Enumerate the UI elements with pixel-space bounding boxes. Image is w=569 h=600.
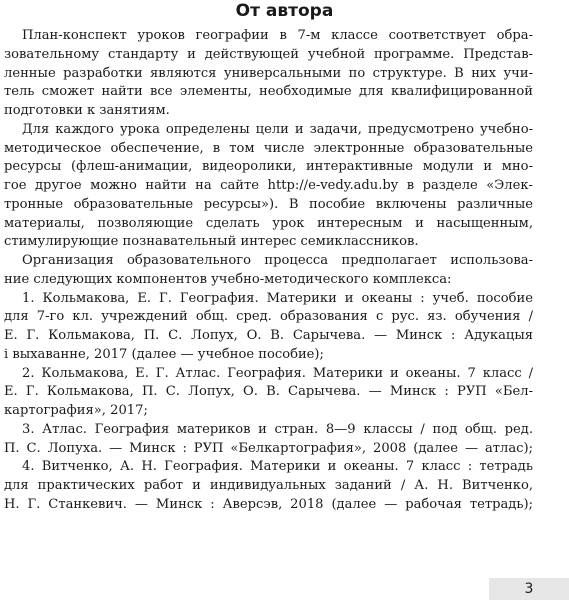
text-line: методическое обеспечение, в том числе электронные образовательные [4, 140, 533, 156]
text-line: тронные образовательные ресурсы»). В пособие включены различные [4, 196, 533, 212]
text-line: Е. Г. Кольмакова, П. С. Лопух, О. В. Сарычева. — Минск : Адукацыя [4, 328, 533, 343]
text-line: подготовки к занятиям. [4, 103, 170, 118]
text-line: Н. Г. Станкевич. — Минск : Аверсэв, 2018 (далее — рабочая тетрадь); [4, 496, 533, 512]
page-number-tab [489, 578, 569, 600]
text-line: і выхаванне, 2017 (далее — учебное пособие); [4, 346, 324, 362]
list-item-3 [4, 421, 533, 459]
body-text [4, 27, 533, 515]
text-line: гое другое можно найти на сайте http://e-vedy.adu.by в разделе «Элек- [4, 178, 533, 193]
paragraph-organization [4, 252, 533, 290]
text-line: для 7-го кл. учреждений общ. сред. образования с рус. яз. обучения / [4, 309, 533, 325]
text-line: Е. Г. Кольмакова, П. С. Лопух, О. В. Сарычева. — Минск : РУП «Бел- [4, 384, 533, 400]
paragraph-lessons [4, 121, 533, 252]
list-item-1 [4, 290, 533, 365]
page-title: От автора [235, 1, 334, 21]
text-line: Организация образовательного процесса предполагает использова- [22, 253, 533, 268]
text-line: картография», 2017; [4, 403, 148, 418]
text-line: 2. Кольмакова, Е. Г. Атлас. География. Материки и океаны. 7 класс / [22, 365, 533, 381]
text-line: зовательному стандарту и действующей учебной программе. Представ- [4, 46, 533, 62]
text-line: материалы, позволяющие сделать урок интересным и насыщенным, [4, 215, 533, 231]
text-line: ресурсы (флеш-анимации, видеоролики, интерактивные модули и мно- [4, 159, 533, 175]
paragraph-intro [4, 27, 533, 121]
list-item-4 [4, 458, 533, 514]
text-line: ленные разработки являются универсальными по структуре. В них учи- [4, 65, 533, 81]
text-line: тель сможет найти все элементы, необходимые для квалифицированной [4, 84, 533, 100]
text-line: ние следующих компонентов учебно-методического комплекса: [4, 271, 452, 287]
text-line: 4. Витченко, А. Н. География. Материки и океаны. 7 класс : тетрадь [22, 459, 533, 475]
text-line: Для каждого урока определены цели и задачи, предусмотрено учебно- [22, 121, 533, 137]
text-line: стимулирующие познавательный интерес семиклассников. [4, 234, 419, 250]
text-line: 1. Кольмакова, Е. Г. География. Материки и океаны : учеб. пособие [22, 290, 533, 306]
text-line: План-конспект уроков географии в 7-м классе соответствует обра- [22, 28, 533, 43]
text-line: 3. Атлас. География материков и стран. 8—9 классы / под общ. ред. [22, 421, 533, 437]
text-line: П. С. Лопуха. — Минск : РУП «Белкартография», 2008 (далее — атлас); [4, 440, 533, 456]
text-line: для практических работ и индивидуальных заданий / А. Н. Витченко, [4, 478, 533, 493]
page-number: 3 [524, 581, 534, 597]
list-item-2 [4, 365, 533, 421]
